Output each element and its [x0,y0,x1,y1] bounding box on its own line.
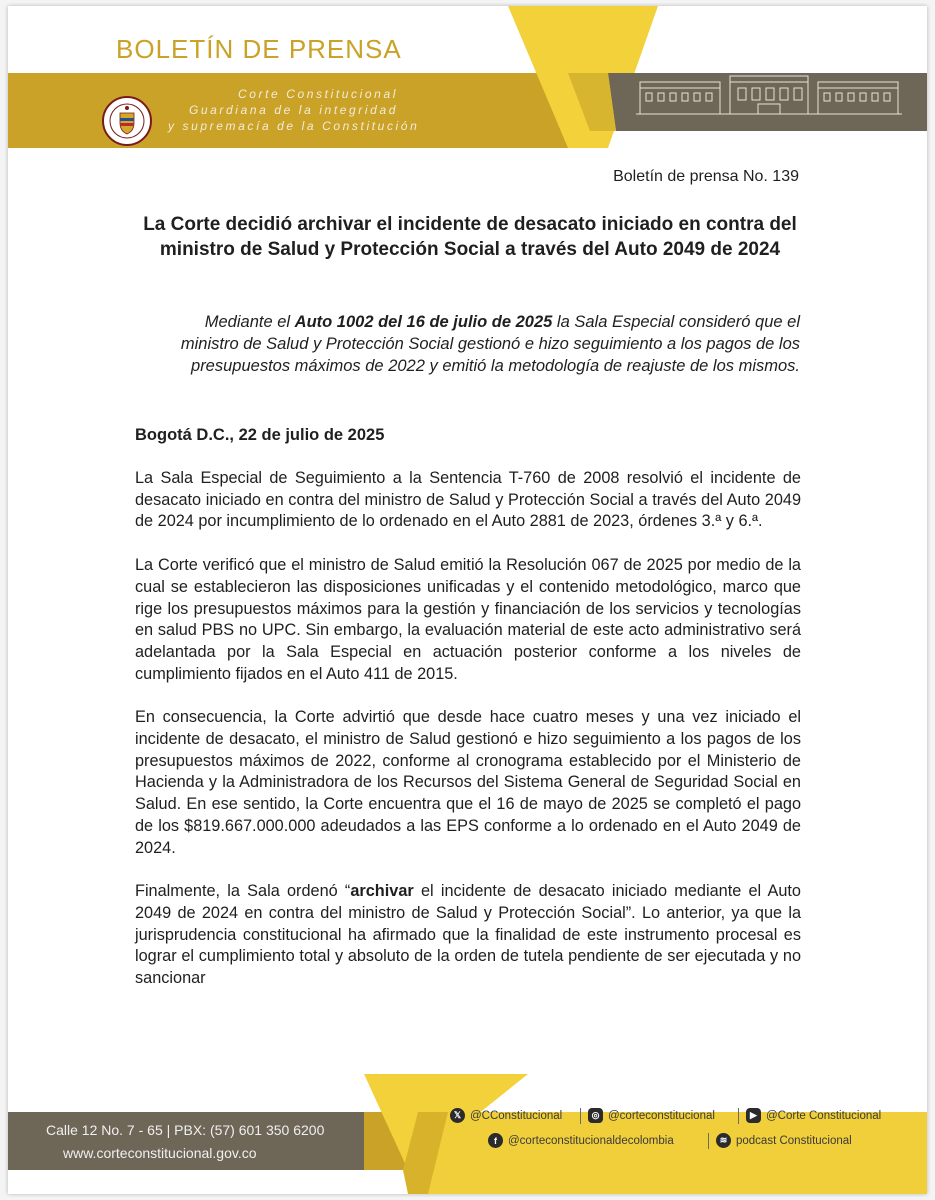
youtube-icon: ▶ [746,1108,761,1123]
social-x[interactable] [450,1108,562,1123]
bulletin-number: Boletín de prensa No. 139 [613,168,799,185]
instagram-icon: ◎ [588,1108,603,1123]
paragraph-4-bold: archivar [350,882,414,901]
social-youtube[interactable] [746,1108,881,1123]
divider [580,1108,581,1124]
website-link[interactable]: www.corteconstitucional.gov.co [63,1145,257,1161]
spotify-icon: ≋ [716,1133,731,1148]
social-podcast-label: podcast Constitucional [736,1134,852,1147]
social-facebook-handle: @corteconstitucionaldecolombia [508,1134,674,1147]
social-instagram[interactable] [588,1108,715,1123]
divider [738,1108,739,1124]
motto-line-1: Corte Constitucional [237,87,398,101]
bulletin-header-title: BOLETÍN DE PRENSA [116,34,402,64]
lead-text-bold: Auto 1002 del 16 de julio de 2025 [294,313,553,331]
press-bulletin-page [8,6,927,1194]
social-facebook[interactable] [488,1133,674,1148]
paragraph-4-after: el incidente de desacato iniciado mediante el Auto 2049 de 2024 en contra del ministro de Salud y Protección Social”. Lo anterior, ya que la jurisprudencia constitucional ha afirmado que la finalidad de este instrumento procesal es lograr el cumplimiento total y absoluto de la orden de tutela pendiente de ser ejecutada y no sancionar [135,882,801,988]
social-youtube-handle: @Corte Constitucional [766,1109,882,1122]
paragraph-2: La Corte verificó que el ministro de Salud emitió la Resolución 067 de 2025 por medio de la cual se establecieron las disposiciones unificadas y el contenido metodológico, marco que rige los presupuestos máximos para la gestión y financiación de los servicios y tecnologías en salud PBS no UPC. Sin embargo, la evaluación material de este acto administrativo será adelantada por la Sala Especial en actuación posterior conforme a los niveles de cumplimiento fijados en el Auto 411 de 2015. [135,556,801,683]
lead-summary [158,311,800,377]
motto-line-3: y supremacía de la Constitución [168,119,420,133]
article-body [135,468,801,1012]
paragraph-1: La Sala Especial de Seguimiento a la Sentencia T-760 de 2008 resolvió el incidente de desacato iniciado en contra del ministro de Salud y Protección Social a través del Auto 2049 de 2024 por incumplimiento de lo ordenado en el Auto 2881 de 2023, órdenes 3.ª y 6.ª. [135,469,801,531]
x-icon: 𝕏 [450,1108,465,1123]
address-phone: Calle 12 No. 7 - 65 | PBX: (57) 601 350 6200 [46,1122,325,1138]
paragraph-3: En consecuencia, la Corte advirtió que desde hace cuatro meses y una vez iniciado el incidente de desacato, el ministro de Salud gestionó e hizo seguimiento a los pagos de los presupuestos máximos de 2022, conforme al cronograma establecido por el Ministerio de Hacienda y la Administradora de los Recursos del Sistema General de Seguridad Social en Salud. En ese sentido, la Corte encuentra que el 16 de mayo de 2025 se completó el pago de los $819.667.000.000 adeudados a las EPS conforme a lo ordenado en el Auto 2049 de 2024. [135,708,801,857]
motto-line-2: Guardiana de la integridad [188,103,398,117]
lead-text-after: la Sala Especial consideró que el ministro de Salud y Protección Social gestionó e hizo seguimiento a los pagos de los presupuestos máximos de 2022 y emitió la metodología de reajuste de los mismos. [180,313,800,375]
palace-of-justice-icon [634,72,904,116]
social-x-handle: @CConstitucional [470,1109,563,1122]
divider [708,1133,709,1149]
facebook-icon: f [488,1133,503,1148]
dateline: Bogotá D.C., 22 de julio de 2025 [135,426,385,444]
paragraph-4 [135,881,801,990]
social-podcast[interactable] [716,1133,852,1148]
social-instagram-handle: @corteconstitucional [608,1109,715,1122]
court-motto [168,86,420,134]
court-seal-icon [102,96,152,146]
paragraph-4-before: Finalmente, la Sala ordenó “ [135,882,351,901]
lead-text-before: Mediante el [204,313,295,331]
headline: La Corte decidió archivar el incidente de desacato iniciado en contra del ministro de Salud y Protección Social a través del Auto 2049 de 2024 [143,214,797,260]
